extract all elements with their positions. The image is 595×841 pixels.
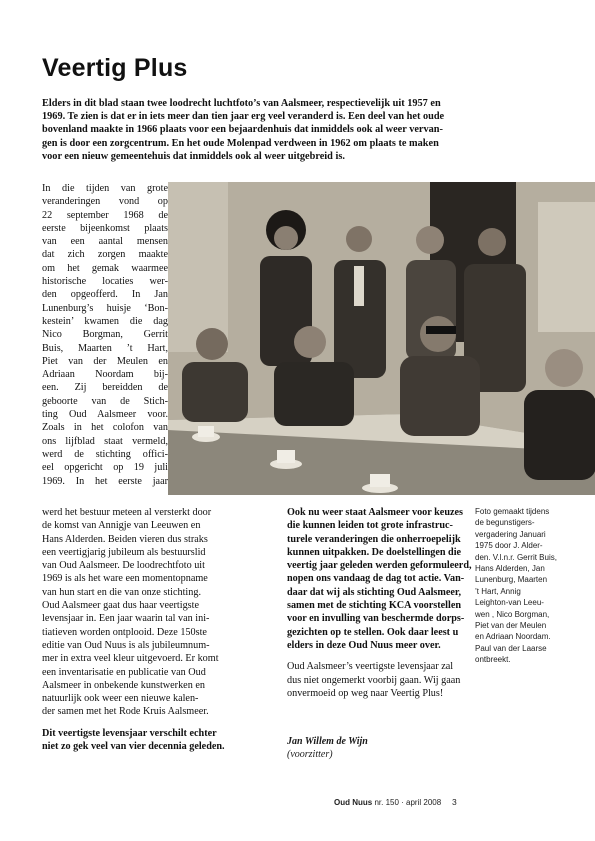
body-line: den opgeofferd. In Jan xyxy=(42,289,168,301)
body-line: een veertigjarig jubileum als bestuurslid xyxy=(42,546,206,558)
body-line-bold: kunnen uitpakken. De doelstellingen die xyxy=(287,546,462,558)
body-line: geboorte van de Stich- xyxy=(42,395,168,407)
body-line: Buis, Maarten ’t Hart, xyxy=(42,342,168,354)
body-line: eerste bijeenkomst plaats xyxy=(42,222,168,234)
body-line: van Oud Aalsmeer. De loodrechtfoto uit xyxy=(42,560,205,572)
body-line: dat zich zorgen maakte xyxy=(42,249,168,261)
body-line: een. Zij bereidden de xyxy=(42,382,168,394)
caption-line: 1975 door J. Alder- xyxy=(475,541,543,551)
footer-issue: nr. 150 · april 2008 xyxy=(374,798,442,807)
body-line: van een aantal mensen xyxy=(42,236,168,248)
paragraph-spacer xyxy=(287,652,457,660)
caption-line: Hans Alderden, Jan xyxy=(475,564,545,574)
body-line: In die tijden van grote xyxy=(42,183,168,194)
caption-line: Paul van der Laarse xyxy=(475,643,547,653)
caption-line: Lunenburg, Maarten xyxy=(475,575,548,585)
body-line-bold: Ook nu weer staat Aalsmeer voor keuzes xyxy=(287,507,464,518)
caption-line: ’t Hart, Annig xyxy=(475,586,521,596)
body-line: mer in extra veel kleur uitgevoerd. Er komt xyxy=(42,653,219,665)
body-line: onvermoeid op weg naar Veertig Plus! xyxy=(287,687,444,699)
body-line: veranderingen vond op xyxy=(42,196,168,208)
caption-line: Foto gemaakt tijdens xyxy=(475,507,550,516)
body-line: Lunenburg’s huisje ‘Bon- xyxy=(42,302,168,314)
page-footer xyxy=(334,798,441,807)
body-line: dus niet ongemerkt voorbij gaan. Wij gaan xyxy=(287,674,461,686)
body-line-bold: nopen ons vandaag de dag tot actie. Van- xyxy=(287,573,465,585)
caption-line: de begunstigers- xyxy=(475,518,535,528)
caption-line: wen , Nico Borgman, xyxy=(475,609,550,619)
left-column-text xyxy=(42,182,168,488)
intro-line: bovenland maakte in 1966 plaats voor een bejaardenhuis dat inmiddels ook al weer vervan- xyxy=(42,124,443,136)
intro-line: voor een nieuw gemeentehuis dat inmiddels ook al weer uitgebreid is. xyxy=(42,150,345,162)
body-line: Zoals in het colofon van xyxy=(42,422,168,434)
body-line-bold: veertig jaar geleden werden geformuleerd, xyxy=(287,560,472,572)
intro-line: 1969. Te zien is dat er in iets meer dan tien jaar erg veel veranderd is. Een deel van het oude xyxy=(42,111,445,123)
body-line: Oud Aalsmeer gaat dus haar veertigste xyxy=(42,600,200,612)
intro-paragraph xyxy=(42,97,556,163)
body-line: de komst van Annigje van Leeuwen en xyxy=(42,520,201,532)
body-line: ons lijfblad staat vermeld, xyxy=(42,435,168,447)
body-line-bold: daar dat wij als stichting Oud Aalsmeer, xyxy=(287,586,462,598)
body-line-bold: elders in deze Oud Nuus meer over. xyxy=(287,639,441,651)
body-line: Aalsmeer in onbekende kunstwerken en xyxy=(42,679,205,691)
body-line: 1969. In het eerste jaar xyxy=(42,475,168,487)
caption-line: en Adriaan Noordam. xyxy=(475,632,551,642)
body-line-bold: die kunnen leiden tot grote infrastruc- xyxy=(287,520,453,532)
body-line: natuurlijk ook weer een nieuwe kalen- xyxy=(42,693,199,705)
caption-line: vergadering Januari xyxy=(475,529,546,539)
body-line-bold: turele veranderingen die onherroepelijk xyxy=(287,533,461,545)
intro-line: gen is door een zorgcentrum. En het oude Molenpad verdween in 1962 om plaats te maken xyxy=(42,137,439,149)
body-line: van hun start en die van onze stichting. xyxy=(42,586,201,598)
body-line: een inventarisatie en publicatie van Oud xyxy=(42,666,206,678)
body-line-bold: voor en invulling van beschermde dorps- xyxy=(287,613,465,625)
body-line: ting Oud Aalsmeer voor. xyxy=(42,409,168,421)
group-photo-illustration xyxy=(168,182,595,495)
body-line: eel opgericht op 19 juli xyxy=(42,462,168,474)
body-line: Adriaan Noordam bij- xyxy=(42,369,168,381)
body-line-bold: Dit veertigste levensjaar verschilt echter xyxy=(42,727,217,739)
footer-publication: Oud Nuus xyxy=(334,798,373,807)
signature-role: (voorzitter) xyxy=(287,749,333,760)
page-number: 3 xyxy=(452,797,457,807)
body-line: historische locaties wer- xyxy=(42,276,168,288)
body-line: 22 september 1968 de xyxy=(42,209,168,221)
body-line: werd het bestuur meteen al versterkt door xyxy=(42,507,212,518)
body-line: Piet van der Meulen en xyxy=(42,355,168,367)
caption-line: den. V.l.n.r. Gerrit Buis, xyxy=(475,552,557,562)
body-line: 1969 is als het ware een momentopname xyxy=(42,573,208,585)
caption-line: Leighton-van Leeu- xyxy=(475,598,544,608)
body-line: editie van Oud Nuus is als jubileumnum- xyxy=(42,639,210,651)
body-line: Nico Borgman, Gerrit xyxy=(42,329,168,341)
signature-block xyxy=(287,735,368,761)
body-line-bold: gezichten op te stellen. Ook daar leest u xyxy=(287,626,459,638)
caption-line: ontbreekt. xyxy=(475,655,511,665)
body-line: werd de stichting offici- xyxy=(42,448,168,460)
body-line: kestein’ kwamen die dag xyxy=(42,315,168,327)
body-line: Hans Alderden. Beiden vieren dus straks xyxy=(42,533,208,545)
body-line-bold: niet zo gek veel van vier decennia geleden. xyxy=(42,741,225,753)
body-line: der samen met het Rode Kruis Aalsmeer. xyxy=(42,706,209,718)
caption-line: Piet van der Meulen xyxy=(475,621,547,631)
signature-name: Jan Willem de Wijn xyxy=(287,736,368,747)
article-title: Veertig Plus xyxy=(42,54,188,82)
group-photo xyxy=(168,182,595,495)
bottom-left-column-text xyxy=(42,506,267,753)
intro-line: Elders in dit blad staan twee loodrecht luchtfoto’s van Aalsmeer, respectievelijk uit 1957 en xyxy=(42,98,441,109)
body-line: levensjaar in. Een jaar waarin tal van ini- xyxy=(42,613,210,625)
body-line-bold: samen met de stichting KCA voorstellen xyxy=(287,600,462,612)
paragraph-spacer xyxy=(42,719,267,727)
body-line: tiatieven worden ontplooid. Deze 150ste xyxy=(42,626,207,638)
body-line: om het gemak waarmee xyxy=(42,262,168,274)
body-line: Oud Aalsmeer’s veertigste levensjaar zal xyxy=(287,661,454,673)
middle-column-text xyxy=(287,506,472,700)
photo-caption xyxy=(475,506,575,666)
